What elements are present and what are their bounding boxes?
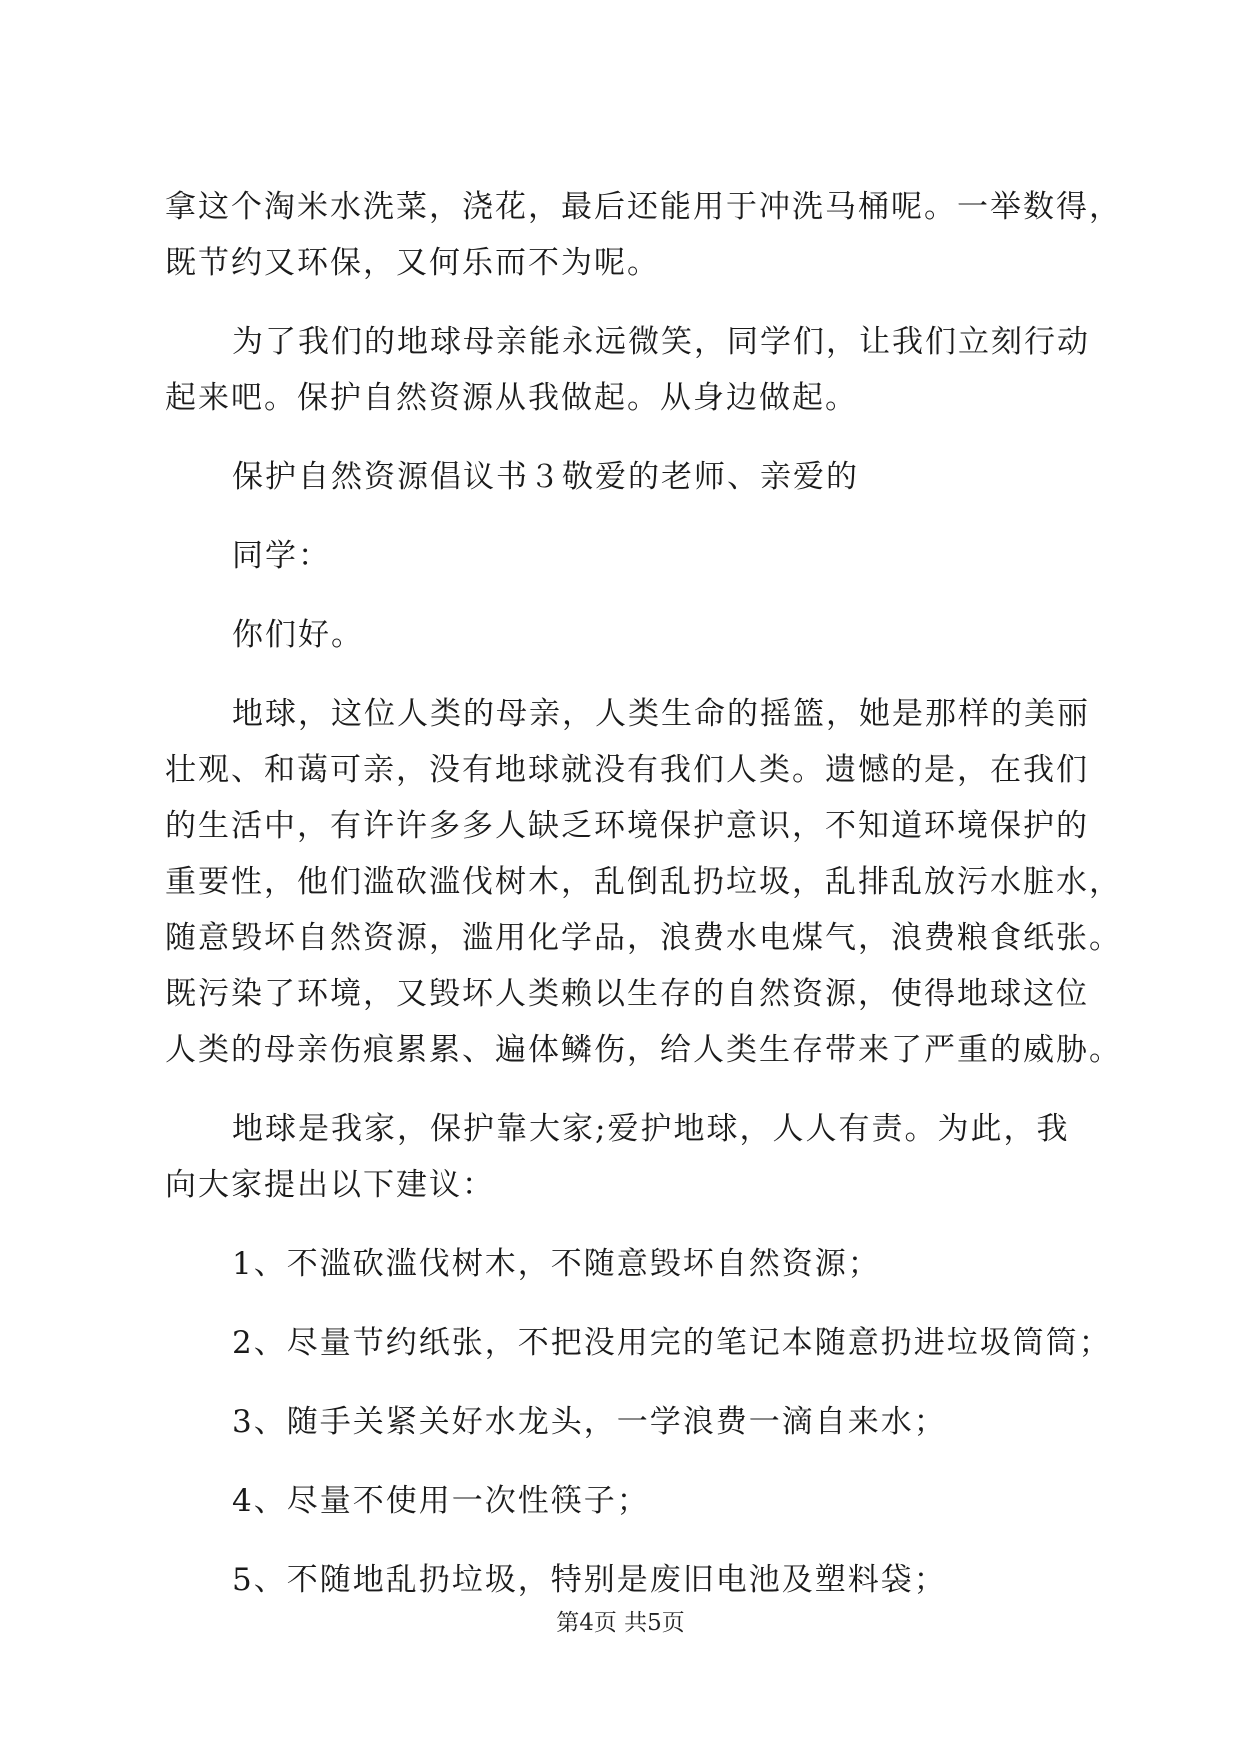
text-line: 地球是我家，保护靠大家;爱护地球，人人有责。为此，我 [232,1111,1070,1147]
text-line: 你们好。 [232,617,364,653]
text-line: 拿这个淘米水洗菜，浇花，最后还能用于冲洗马桶呢。一举数得， [165,189,1122,225]
text-line: 同学： [232,538,331,574]
text-line: 起来吧。保护自然资源从我做起。从身边做起。 [165,380,858,416]
text-line: 人类的母亲伤痕累累、遍体鳞伤，给人类生存带来了严重的威胁。 [165,1032,1122,1068]
text-line: 地球，这位人类的母亲，人类生命的摇篮，她是那样的美丽 [232,696,1090,732]
text-line: 壮观、和蔼可亲，没有地球就没有我们人类。遗憾的是，在我们 [165,752,1089,788]
text-line: 的生活中，有许许多多人缺乏环境保护意识，不知道环境保护的 [165,808,1089,844]
list-item: 2、尽量节约纸张，不把没用完的笔记本随意扔进垃圾筒筒； [232,1325,1112,1361]
text-line: 为了我们的地球母亲能永远微笑，同学们，让我们立刻行动 [232,324,1090,360]
list-item: 3、随手关紧关好水龙头，一学浪费一滴自来水； [232,1404,947,1440]
text-line: 随意毁坏自然资源，滥用化学品，浪费水电煤气，浪费粮食纸张。 [165,920,1122,956]
text-line: 既节约又环保，又何乐而不为呢。 [165,245,660,281]
list-item: 1、不滥砍滥伐树木，不随意毁坏自然资源； [232,1246,881,1282]
list-item: 4、尽量不使用一次性筷子； [232,1483,650,1519]
text-line: 既污染了环境，又毁坏人类赖以生存的自然资源，使得地球这位 [165,976,1089,1012]
text-line: 向大家提出以下建议： [165,1167,495,1203]
text-line: 保护自然资源倡议书３敬爱的老师、亲爱的 [232,459,859,495]
text-line: 重要性，他们滥砍滥伐树木，乱倒乱扔垃圾，乱排乱放污水脏水， [165,864,1122,900]
list-item: 5、不随地乱扔垃圾，特别是废旧电池及塑料袋； [232,1562,947,1598]
page-number-footer: 第4页 共5页 [556,1610,685,1636]
